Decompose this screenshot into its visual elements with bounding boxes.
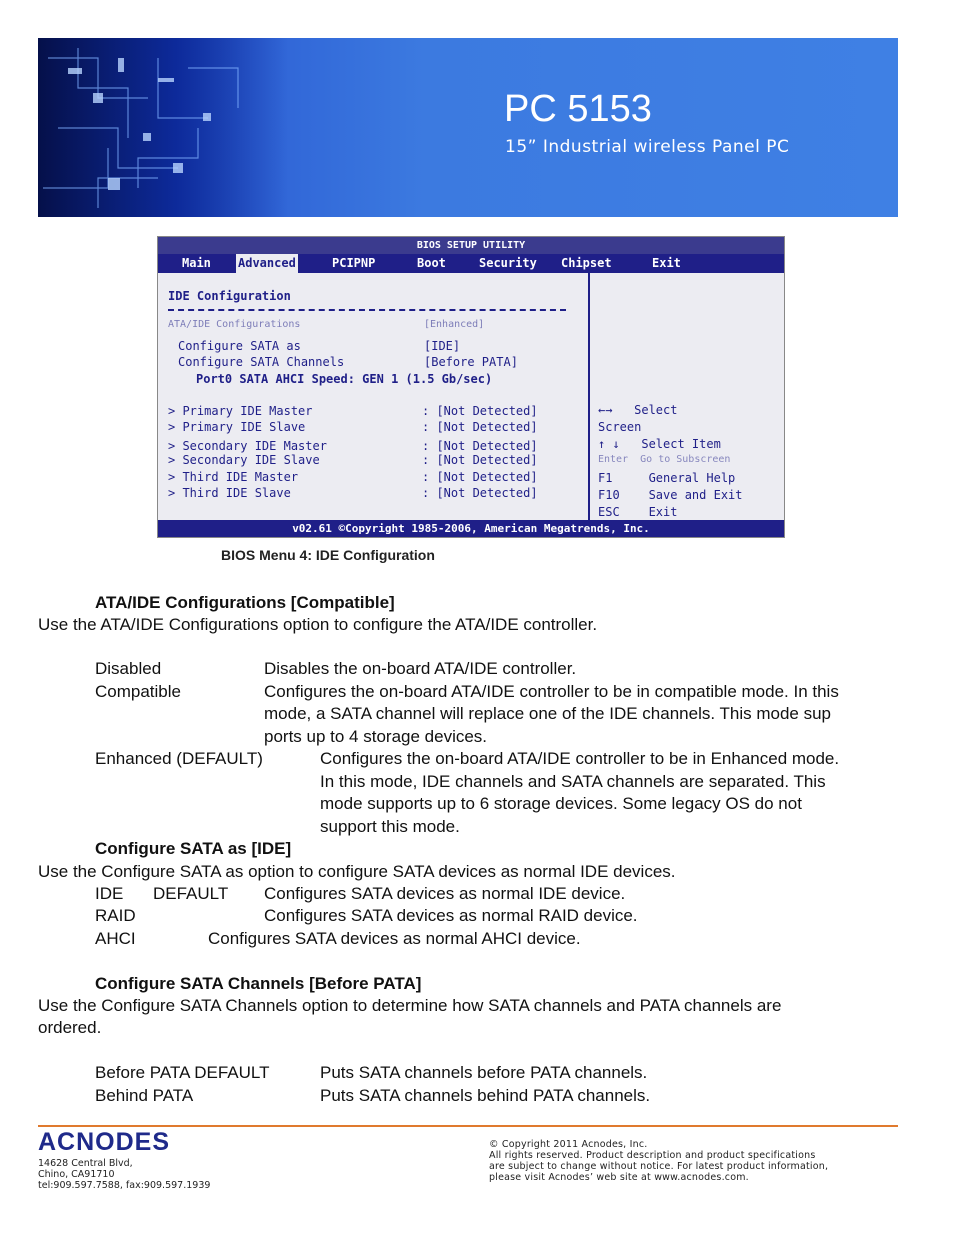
bios-tab-exit: Exit: [652, 256, 681, 270]
bios-menu-bar: [158, 254, 784, 273]
option-description: Puts SATA channels behind PATA channels.: [320, 1086, 651, 1105]
paragraph: ordered.: [38, 1018, 102, 1037]
bios-device-label: > Primary IDE Slave: [168, 420, 306, 434]
heading-ata-ide: ATA/IDE Configurations [Compatible]: [95, 593, 395, 612]
circuit-board-image: [38, 38, 288, 217]
bios-setting-label: Configure SATA Channels: [178, 355, 345, 369]
footer-address-line: 14628 Central Blvd,: [38, 1158, 133, 1169]
bios-setting-value: [IDE]: [424, 339, 461, 353]
bios-help-line: F10 Save and Exit: [598, 488, 743, 502]
bios-device-value: : [Not Detected]: [422, 453, 538, 467]
bios-tab-security: Security: [479, 256, 537, 270]
bios-help-line: Enter Go to Subscreen: [598, 454, 731, 465]
bios-tab-main: Main: [182, 256, 211, 270]
paragraph: Use the ATA/IDE Configurations option to configure the ATA/IDE controller.: [38, 615, 598, 634]
option-description: Disables the on-board ATA/IDE controller.: [264, 659, 577, 678]
bios-rule: [168, 309, 566, 311]
option-name: Enhanced (DEFAULT): [95, 749, 263, 768]
bios-device-value: : [Not Detected]: [422, 486, 538, 500]
option-description: Configures SATA devices as normal RAID device.: [264, 906, 638, 925]
heading-configure-sata-channels: Configure SATA Channels [Before PATA]: [95, 974, 422, 993]
acnodes-logo: ACNODES: [38, 1128, 171, 1156]
bios-screenshot: [157, 236, 785, 538]
bios-device-value: : [Not Detected]: [422, 439, 538, 453]
option-name: Before PATA DEFAULT: [95, 1063, 270, 1082]
footer-copyright-line: are subject to change without notice. For latest product information,: [489, 1161, 829, 1172]
option-default: DEFAULT: [153, 884, 229, 903]
bios-device-value: : [Not Detected]: [422, 404, 538, 418]
bios-tab-pcipnp: PCIPNP: [332, 256, 376, 270]
option-name: AHCI: [95, 929, 136, 948]
footer-divider: [38, 1125, 898, 1127]
option-description: Configures SATA devices as normal AHCI device.: [208, 929, 581, 948]
paragraph: Use the Configure SATA as option to configure SATA devices as normal IDE devices.: [38, 862, 676, 881]
bios-status-bar: v02.61 ©Copyright 1985-2006, American Megatrends, Inc.: [158, 520, 784, 537]
heading-configure-sata: Configure SATA as [IDE]: [95, 839, 292, 858]
bios-setting-label: Configure SATA as: [178, 339, 301, 353]
bios-tab-chipset: Chipset: [561, 256, 612, 270]
option-name: Compatible: [95, 682, 181, 701]
footer-address-line: Chino, CA91710: [38, 1169, 115, 1180]
option-name: IDE: [95, 884, 124, 903]
bios-help-line: ↑ ↓ Select Item: [598, 437, 721, 451]
bios-section-title: IDE Configuration: [168, 289, 291, 303]
bios-device-value: : [Not Detected]: [422, 420, 538, 434]
option-name: Disabled: [95, 659, 162, 678]
option-description: mode supports up to 6 storage devices. Some legacy OS do not: [320, 794, 802, 813]
option-name: RAID: [95, 906, 136, 925]
header-banner: [38, 38, 898, 217]
bios-speed-line: Port0 SATA AHCI Speed: GEN 1 (1.5 Gb/sec): [196, 372, 493, 386]
option-description: support this mode.: [320, 817, 460, 836]
option-description: Puts SATA channels before PATA channels.: [320, 1063, 648, 1082]
footer-copyright-line: please visit Acnodes’ web site at www.acnodes.com.: [489, 1172, 749, 1183]
footer-address-line: tel:909.597.7588, fax:909.597.1939: [38, 1180, 211, 1191]
bios-help-line: ESC Exit: [598, 505, 678, 519]
bios-device-label: > Secondary IDE Slave: [168, 453, 320, 467]
bios-title: BIOS SETUP UTILITY: [158, 237, 784, 254]
option-description: mode, a SATA channel will replace one of the IDE channels. This mode sup: [264, 704, 831, 723]
bios-setting-value: [Enhanced]: [424, 319, 485, 330]
page-subtitle: 15” Industrial wireless Panel PC: [505, 137, 790, 157]
paragraph: Use the Configure SATA Channels option to determine how SATA channels and PATA channels are: [38, 996, 782, 1015]
option-description: Configures the on-board ATA/IDE controller to be in compatible mode. In this: [264, 682, 839, 701]
bios-device-label: > Third IDE Slave: [168, 486, 291, 500]
footer-copyright-line: © Copyright 2011 Acnodes, Inc.: [489, 1139, 648, 1150]
option-description: ports up to 4 storage devices.: [264, 727, 488, 746]
bios-help-line: ←→ Select: [598, 403, 678, 417]
figure-caption: BIOS Menu 4: IDE Configuration: [221, 547, 435, 563]
option-description: In this mode, IDE channels and SATA channels are separated. This: [320, 772, 826, 791]
bios-device-label: > Primary IDE Master: [168, 404, 313, 418]
bios-setting-value: [Before PATA]: [424, 355, 518, 369]
bios-device-label: > Third IDE Master: [168, 470, 299, 484]
bios-tab-advanced: Advanced: [236, 254, 298, 273]
page-title: PC 5153: [504, 88, 652, 130]
bios-tab-boot: Boot: [417, 256, 446, 270]
bios-device-value: : [Not Detected]: [422, 470, 538, 484]
option-name: Behind PATA: [95, 1086, 194, 1105]
footer-copyright-line: All rights reserved. Product description and product specifications: [489, 1150, 816, 1161]
bios-divider: [588, 273, 590, 523]
option-description: Configures SATA devices as normal IDE device.: [264, 884, 626, 903]
bios-help-line: F1 General Help: [598, 471, 736, 485]
bios-device-label: > Secondary IDE Master: [168, 439, 327, 453]
bios-setting-label: ATA/IDE Configurations: [168, 319, 301, 330]
option-description: Configures the on-board ATA/IDE controller to be in Enhanced mode.: [320, 749, 840, 768]
bios-help-line: Screen: [598, 420, 642, 434]
